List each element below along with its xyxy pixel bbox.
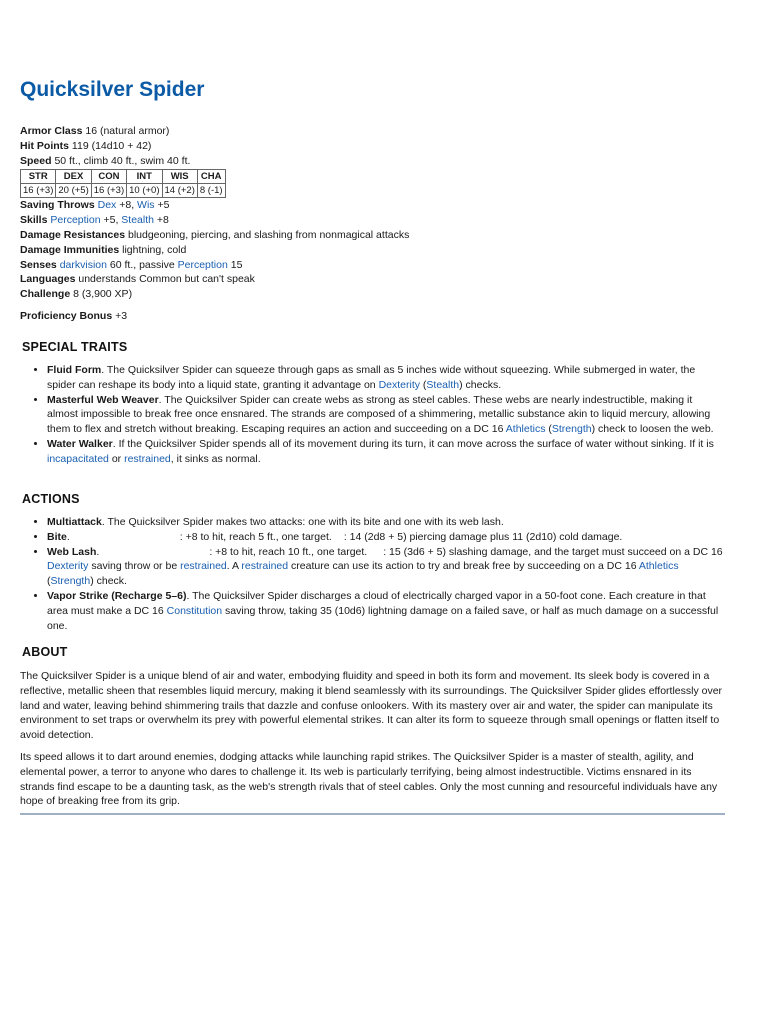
actions-section	[20, 491, 725, 633]
actions-heading: ACTIONS	[22, 492, 80, 506]
special-traits-list	[20, 363, 725, 467]
stats-block	[20, 124, 725, 324]
restrained-link[interactable]: restrained	[241, 560, 289, 573]
actions-list	[20, 515, 725, 633]
armor-class-row: Armor Class 16 (natural armor)	[20, 125, 170, 137]
list-item: • Multiattack. The Quicksilver Spider makes two attacks: one with its bite and one with its web lash.	[47, 515, 725, 530]
speed-value: 50 ft., climb 40 ft., swim 40 ft.	[54, 154, 191, 167]
stealth-skill-link[interactable]: Stealth	[121, 214, 154, 227]
stealth-link[interactable]: Stealth	[426, 378, 460, 391]
section-divider	[20, 813, 725, 815]
armor-class-value: 16 (natural armor)	[85, 125, 170, 137]
speed-row: Speed 50 ft., climb 40 ft., swim 40 ft.	[20, 154, 191, 167]
damage-immunities-row: Damage Immunities lightning, cold	[20, 243, 187, 256]
senses-row: Senses darkvision 60 ft., passive Perception 15	[20, 258, 243, 271]
ability-header: CON	[91, 170, 126, 184]
passive-perception-link[interactable]: Perception	[177, 258, 228, 271]
restrained-link[interactable]: restrained	[180, 560, 227, 573]
page-title: Quicksilver Spider	[20, 78, 205, 101]
saving-throws-row: Saving Throws Dex +8, Wis +5	[20, 199, 170, 212]
constitution-link[interactable]: Constitution	[166, 604, 223, 617]
ability-header: DEX	[56, 170, 91, 184]
about-heading: ABOUT	[22, 645, 68, 659]
proficiency-row: Proficiency Bonus +3	[20, 309, 128, 322]
challenge-row: Challenge 8 (3,900 XP)	[20, 288, 133, 301]
hit-points-row: Hit Points 119 (14d10 + 42)	[20, 139, 152, 152]
list-item: • Water Walker. If the Quicksilver Spider spends all of its movement during its turn, it can move across the surface of water without sinking. If it is incapacitated or restrained, it sinks as normal.	[47, 437, 725, 467]
hit-points-value: 119 (14d10 + 42)	[71, 139, 152, 152]
special-traits-heading: SPECIAL TRAITS	[22, 340, 128, 354]
about-section	[20, 644, 725, 809]
list-item: • Bite. : +8 to hit, reach 5 ft., one target. : 14 (2d8 + 5) piercing damage plus 11 (2d10) cold damage.	[47, 530, 725, 545]
darkvision-link[interactable]: darkvision	[59, 258, 107, 271]
dex-link[interactable]: Dex	[97, 199, 117, 212]
athletics-link[interactable]: Athletics	[638, 560, 679, 573]
restrained-link[interactable]: restrained	[124, 452, 171, 465]
list-item: • Vapor Strike (Recharge 5–6). The Quicksilver Spider discharges a cloud of electrically charged vapor in a 50-foot cone. Each creature in that area must make a DC 16 Constitution saving throw, taking 35 (10d6) lightning damage on a failed save, or half as much damage on a successful one.	[47, 589, 725, 633]
about-paragraph-1: The Quicksilver Spider is a unique blend of air and water, embodying fluidity and speed in both its form and movement. Its sleek body is covered in a reflective, metallic sheen that resembles liquid mercury, making it blend seamlessly with its surroundings. The Quicksilver Spider glides effortlessly over land and water, leaving behind shimmering trails that dazzle and confuse onlookers. With its mastery over air and water, the spider can manipulate its environment to set traps or overwhelm its prey with powerful elemental strikes. It can alter its form to squeeze through small openings or flatten itself to avoid detection.	[20, 670, 723, 742]
ability-value: 16 (+3)	[21, 184, 56, 198]
perception-skill-link[interactable]: Perception	[50, 214, 101, 227]
languages-row: Languages understands Common but can't speak	[20, 273, 255, 286]
ability-scores-table	[20, 169, 226, 198]
dexterity-link[interactable]: Dexterity	[378, 378, 420, 391]
about-paragraph-2: Its speed allows it to dart around enemies, dodging attacks while launching rapid strikes. The Quicksilver Spider is a master of stealth, agility, and elemental power, a terror to anyone who dares to challenge it. Its web is particularly terrifying, being almost indestructible. Victims ensnared in its strands find escape to be a daunting task, as the web's strength rivals that of steel cables. Only the most cunning and resourceful individuals have any hope of breaking free from its grip.	[20, 750, 718, 808]
ability-value: 10 (+0)	[127, 184, 162, 198]
ability-value: 14 (+2)	[162, 184, 197, 198]
incapacitated-link[interactable]: incapacitated	[47, 452, 109, 465]
strength-link[interactable]: Strength	[551, 423, 592, 436]
ability-header: INT	[127, 170, 162, 184]
special-traits-section	[20, 339, 725, 467]
ability-header: WIS	[162, 170, 197, 184]
ability-header-row	[21, 170, 226, 184]
athletics-link[interactable]: Athletics	[505, 423, 546, 436]
skills-row: Skills Perception +5, Stealth +8	[20, 214, 169, 227]
strength-link[interactable]: Strength	[50, 575, 91, 588]
list-item: • Masterful Web Weaver. The Quicksilver Spider can create webs as strong as steel cables. These webs are nearly indestructible, making it almost impossible to break free once ensnared. The strands are composed of a shimmering, metallic substance akin to liquid mercury, allowing them to flex and stretch without breaking. Escaping requires an action and succeeding on a DC 16 Athletics (Strength) check to loosen the web.	[47, 393, 725, 437]
ability-value: 8 (-1)	[197, 184, 225, 198]
list-item: • Web Lash. : +8 to hit, reach 10 ft., one target. : 15 (3d6 + 5) slashing damage, and the target must succeed on a DC 16 Dexterity saving throw or be restrained. A restrained creature can use its action to try and break free by succeeding on a DC 16 Athletics (Strength) check.	[47, 545, 725, 589]
ability-value-row	[21, 184, 226, 198]
ability-value: 16 (+3)	[91, 184, 126, 198]
wis-link[interactable]: Wis	[137, 199, 155, 212]
dexterity-link[interactable]: Dexterity	[47, 560, 89, 573]
ability-value: 20 (+5)	[56, 184, 91, 198]
ability-header: STR	[21, 170, 56, 184]
list-item: • Fluid Form. The Quicksilver Spider can squeeze through gaps as small as 5 inches wide without squeezing. While submerged in water, the spider can reshape its body into a liquid state, granting it advantage on Dexterity (Stealth) checks.	[47, 363, 725, 393]
ability-header: CHA	[197, 170, 225, 184]
damage-resistances-row: Damage Resistances bludgeoning, piercing, and slashing from nonmagical attacks	[20, 228, 410, 241]
